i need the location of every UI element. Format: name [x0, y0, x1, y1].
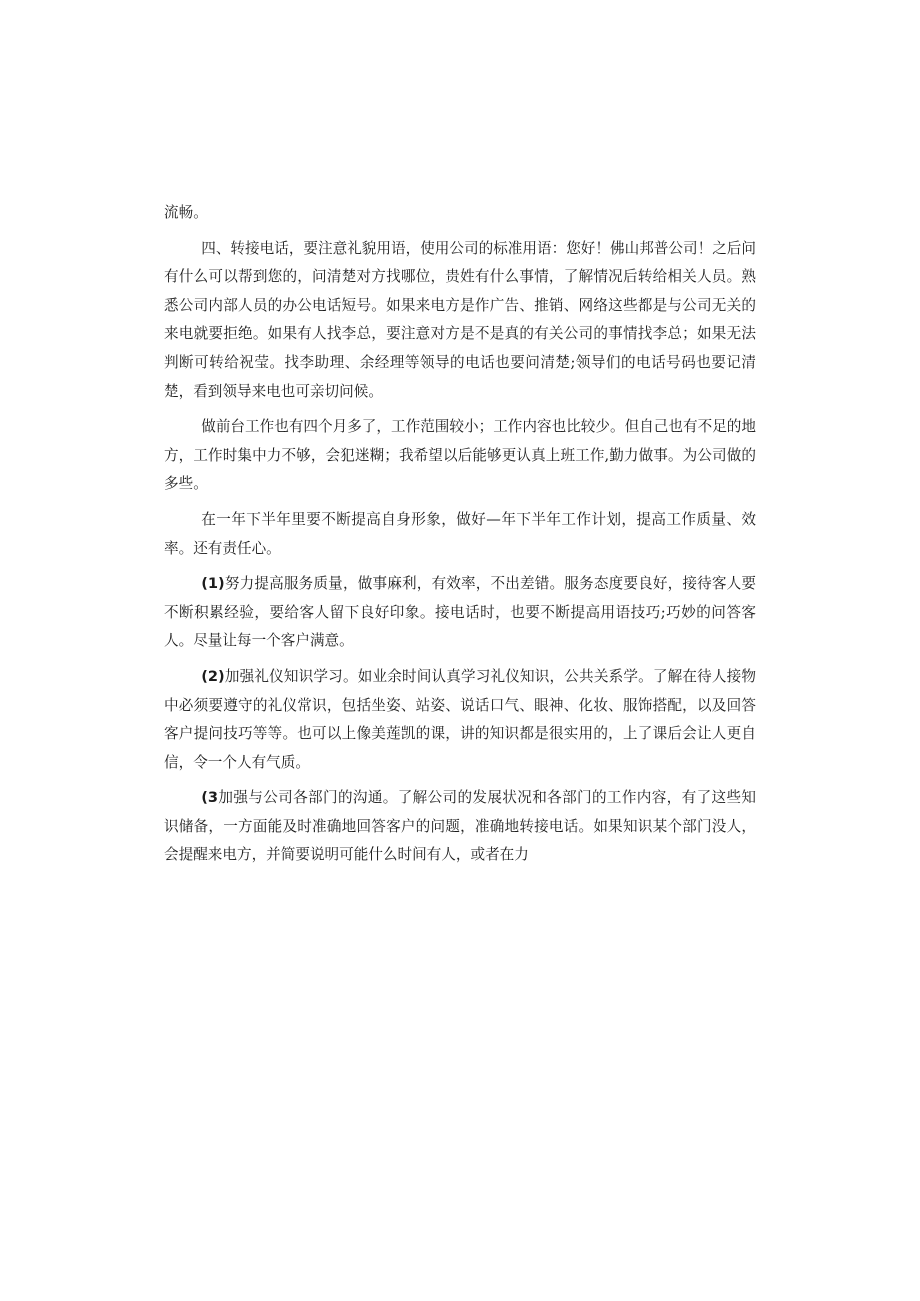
paragraph-7	[164, 784, 756, 870]
paragraph-6-text: 加强礼仪知识学习。如业余时间认真学习礼仪知识，公共关系学。了解在待人接物中必须要遵守的礼仪常识，包括坐姿、站姿、说话口气、眼神、化妆、服饰搭配，以及回答客户提问技巧等等。也可以上像美莲凯的课，讲的知识都是很实用的，上了课后会让人更自信，令一个人有气质。	[164, 667, 756, 771]
paragraph-2	[164, 235, 756, 407]
paragraph-5-number: (1)	[201, 575, 225, 593]
paragraph-7-text: 加强与公司各部门的沟通。了解公司的发展状况和各部门的工作内容，有了这些知识储备，一方面能及时准确地回答客户的问题，准确地转接电话。如果知识某个部门没人，会提醒来电方，并简要说明可能什么时间有人，或者在力	[164, 789, 756, 864]
paragraph-3	[164, 413, 756, 499]
paragraph-4-text: 在一年下半年里要不断提高自身形象，做好—年下半年工作计划，提高工作质量、效率。还有责任心。	[164, 510, 756, 557]
paragraph-4	[164, 506, 756, 563]
paragraph-5-text: 努力提高服务质量，做事麻利，有效率，不出差错。服务态度要良好，接待客人要不断积累经验，要给客人留下良好印象。接电话时，也要不断提高用语技巧;巧妙的问答客人。尽量让每一个客户满意。	[164, 575, 756, 650]
paragraph-6-number: (2)	[201, 667, 225, 685]
paragraph-1	[164, 199, 756, 228]
paragraph-1-text: 流畅。	[164, 204, 208, 221]
document-body	[164, 199, 756, 877]
paragraph-7-number: (3	[201, 789, 219, 807]
paragraph-2-text: 四、转接电话，要注意礼貌用语，使用公司的标准用语：您好！佛山邦普公司！之后问有什么可以帮到您的，问清楚对方找哪位，贵姓有什么事情，了解情况后转给相关人员。熟悉公司内部人员的办公电话短号。如果来电方是作广告、推销、网络这些都是与公司无关的来电就要拒绝。如果有人找李总，要注意对方是不是真的有关公司的事情找李总；如果无法判断可转给祝莹。找李助理、余经理等领导的电话也要问清楚;领导们的电话号码也要记清楚，看到领导来电也可亲切问候。	[164, 239, 756, 400]
paragraph-5	[164, 570, 756, 656]
paragraph-6	[164, 663, 756, 777]
paragraph-3-text: 做前台工作也有四个月多了，工作范围较小；工作内容也比较少。但自己也有不足的地方，工作时集中力不够，会犯迷糊；我希望以后能够更认真上班工作,勤力做事。为公司做的多些。	[164, 418, 756, 493]
